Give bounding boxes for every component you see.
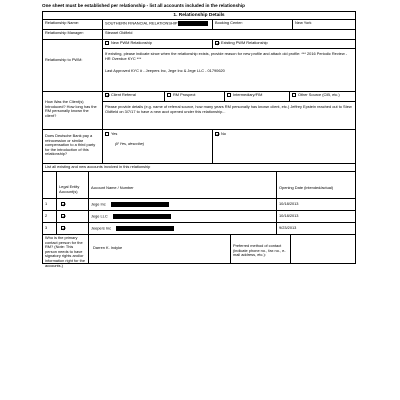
introduced-option-label: Other Source (CIB, etc.) [298,92,340,98]
introduced-option-referral[interactable] [103,92,165,102]
pwm-new-checkbox[interactable] [105,41,109,45]
account-row-name[interactable] [89,211,277,223]
account-checkbox[interactable] [61,226,65,230]
account-row-name[interactable] [89,199,277,211]
pwm-last-kyc: Last Approved KYC # - Jeepers Inc, Jege Inc & Jege LLC - 01790620 [105,68,225,74]
account-opening-date[interactable]: 10/18/2013 [277,199,355,211]
account-row-number: 1 [43,199,57,211]
booking-center-value[interactable]: New York [293,20,355,30]
rm-prospect-checkbox[interactable] [167,93,171,97]
contact-method-label: Preferred method of contact (indicate phone no., fax no., e-mail address, etc.): [231,235,291,264]
intermediary-checkbox[interactable] [227,93,231,97]
redaction-block [116,226,174,231]
retrocession-yes-checkbox[interactable] [105,132,109,136]
introduced-option-other[interactable] [290,92,355,102]
introduced-option-prospect[interactable] [165,92,225,102]
primary-contact-label: Who is the primary contact person for the RM? (Note: This person needs to have signatory rights and/or information right for the accounts.) [43,235,89,264]
pwm-existing-checkbox[interactable] [215,41,219,45]
accounts-num-header [43,172,57,199]
pwm-new-option[interactable] [103,40,213,49]
pwm-existing-note: If existing, please indicate since when the relationship exists, provide reason for new profile and attach old profile: *** 2016 Periodic Review - HR Overdue KYC *** [105,51,348,61]
primary-contact-value[interactable]: Darren K. Indyke [89,235,231,264]
booking-center-label: Booking Center: [213,20,293,30]
relationship-name-label: Relationship Name: [43,20,103,30]
account-checkbox[interactable] [61,214,65,218]
retrocession-label: Does Deutsche Bank pay a retrocession or similar compensation to a third party for the introduction of this relationship? [43,130,103,164]
retrocession-yes-hint: (If Yes, describe) [115,140,145,146]
accounts-intro: List all existing and new accounts involved in this relationship [43,164,355,172]
retrocession-no-option[interactable] [213,130,355,164]
account-name: Jege LLC [91,213,108,219]
other-source-checkbox[interactable] [292,93,296,97]
accounts-column-header: Legal Entity Account(s) [57,172,89,199]
relationship-manager-value[interactable]: Stewart Oldfield [103,30,355,40]
account-row-name[interactable] [89,223,277,235]
relationship-manager-label: Relationship Manager: [43,30,103,40]
retrocession-yes-option[interactable] [103,130,213,164]
pwm-existing-label: Existing PWM Relationship [221,40,268,46]
retrocession-no-label: No [221,131,226,137]
pwm-new-label: New PWM Relationship [111,40,152,46]
redaction-block [178,21,208,26]
pwm-existing-details[interactable] [103,49,355,92]
account-row-checkbox-cell[interactable] [57,211,89,223]
account-opening-date[interactable]: 10/18/2013 [277,211,355,223]
retrocession-no-checkbox[interactable] [215,132,219,136]
redaction-block [113,214,171,219]
introduced-option-label: Client Referral [111,92,136,98]
introduced-option-label: RM Prospect [173,92,196,98]
account-row-checkbox-cell[interactable] [57,223,89,235]
retrocession-yes-label: Yes [111,131,118,137]
relationship-name-field[interactable] [103,20,213,30]
account-checkbox[interactable] [61,202,65,206]
accounts-column-header: Account Name / Number [89,172,277,199]
contact-method-value[interactable] [291,235,355,264]
account-row-checkbox-cell[interactable] [57,199,89,211]
account-row-number: 3 [43,223,57,235]
client-referral-checkbox[interactable] [105,93,109,97]
section-title: 1. Relationship Details [43,12,355,20]
pwm-existing-option[interactable] [213,40,355,49]
top-note: One sheet must be established per relationship - list all accounts included in the relationship [42,3,245,8]
account-name: Jege Inc [91,201,106,207]
accounts-column-header: Opening Date (intended/actual) [277,172,355,199]
account-opening-date[interactable]: 9/23/2013 [277,223,355,235]
redaction-block [111,202,169,207]
introduced-details[interactable]: Please provide details (e.g. name of referral source, how many years RM personally has known client, etc.) Jeffrey Epstein reached out to Stew Oldfield on 3/7/17 to have a new acct opened under this relationship... [103,102,355,130]
introduced-option-intermediary[interactable] [225,92,290,102]
relationship-name-value: SOUTHERN FINANCIAL RELATIONSHIP [105,20,178,26]
relationship-details-form [42,11,356,268]
introduced-option-label: Intermediary/FIM [233,92,263,98]
account-name: Jeepers Inc [91,225,112,231]
introduced-label: How Was the Client(s) Introduced? How long has the RM personally known the client? [43,92,103,130]
pwm-label: Relationship to PWM: [43,40,103,92]
account-row-number: 2 [43,211,57,223]
